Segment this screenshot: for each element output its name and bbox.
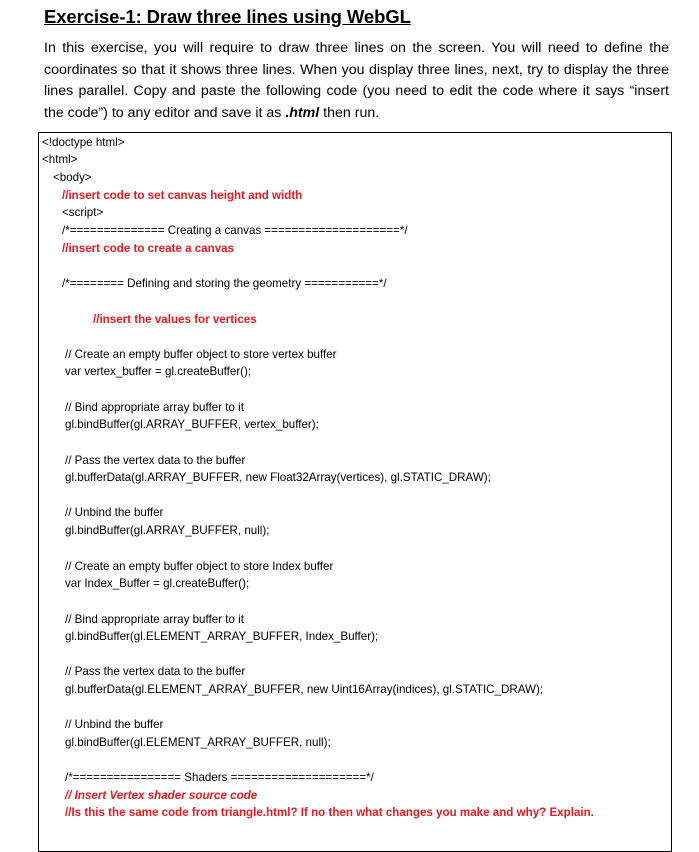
exercise-title: Exercise-1: Draw three lines using WebGL [44, 6, 411, 27]
code-line: // Create an empty buffer object to store vertex buffer [65, 348, 337, 361]
code-line-html-open: <html> [42, 153, 78, 166]
code-line: // Bind appropriate array buffer to it [65, 613, 244, 626]
code-line-script-open: <script> [62, 206, 104, 219]
code-comment-shaders: /*================ Shaders ====================*/ [65, 771, 374, 784]
code-line: gl.bindBuffer(gl.ELEMENT_ARRAY_BUFFER, null); [65, 736, 331, 749]
code-insert-vertices: //insert the values for vertices [93, 313, 257, 326]
code-line: gl.bufferData(gl.ARRAY_BUFFER, new Float32Array(vertices), gl.STATIC_DRAW); [65, 471, 491, 484]
code-comment-defining-geometry: /*======== Defining and storing the geometry ===========*/ [62, 277, 387, 290]
code-insert-vertex-shader: // Insert Vertex shader source code [65, 789, 258, 802]
code-line-body-open: <body> [53, 171, 92, 184]
code-line: // Bind appropriate array buffer to it [65, 401, 244, 414]
code-line: // Pass the vertex data to the buffer [65, 665, 246, 678]
code-line: // Pass the vertex data to the buffer [65, 454, 246, 467]
code-line: gl.bindBuffer(gl.ARRAY_BUFFER, null); [65, 524, 270, 537]
code-line: // Unbind the buffer [65, 506, 164, 519]
code-listing-box [38, 132, 672, 852]
code-question: //Is this the same code from triangle.html? If no then what changes you make and why? Explain. [65, 806, 594, 819]
code-line: gl.bufferData(gl.ELEMENT_ARRAY_BUFFER, new Uint16Array(indices), gl.STATIC_DRAW); [65, 683, 544, 696]
code-line-doctype: <!doctype html> [42, 136, 125, 149]
instructions-text-end: then run. [319, 104, 380, 121]
code-line: // Create an empty buffer object to store Index buffer [65, 560, 334, 573]
code-line: // Unbind the buffer [65, 718, 164, 731]
code-insert-canvas-size: //insert code to set canvas height and width [62, 189, 303, 202]
code-insert-canvas: //insert code to create a canvas [62, 242, 235, 255]
code-line: var Index_Buffer = gl.createBuffer(); [65, 577, 250, 590]
instructions-text: In this exercise, you will require to draw three lines on the screen. You will need to define the coordinates so that it shows three lines. When you display three lines, next, try to display the three lines parallel. Copy and paste the following code (you need to edit the code where it says “insert the code”) to any editor and save it as [44, 40, 669, 121]
file-extension-emphasis: .html [285, 104, 320, 121]
code-line: gl.bindBuffer(gl.ELEMENT_ARRAY_BUFFER, Index_Buffer); [65, 630, 379, 643]
code-line: gl.bindBuffer(gl.ARRAY_BUFFER, vertex_buffer); [65, 418, 319, 431]
code-comment-creating-canvas: /*============== Creating a canvas ====================*/ [62, 224, 408, 237]
exercise-instructions [44, 38, 669, 124]
code-line: var vertex_buffer = gl.createBuffer(); [65, 365, 252, 378]
